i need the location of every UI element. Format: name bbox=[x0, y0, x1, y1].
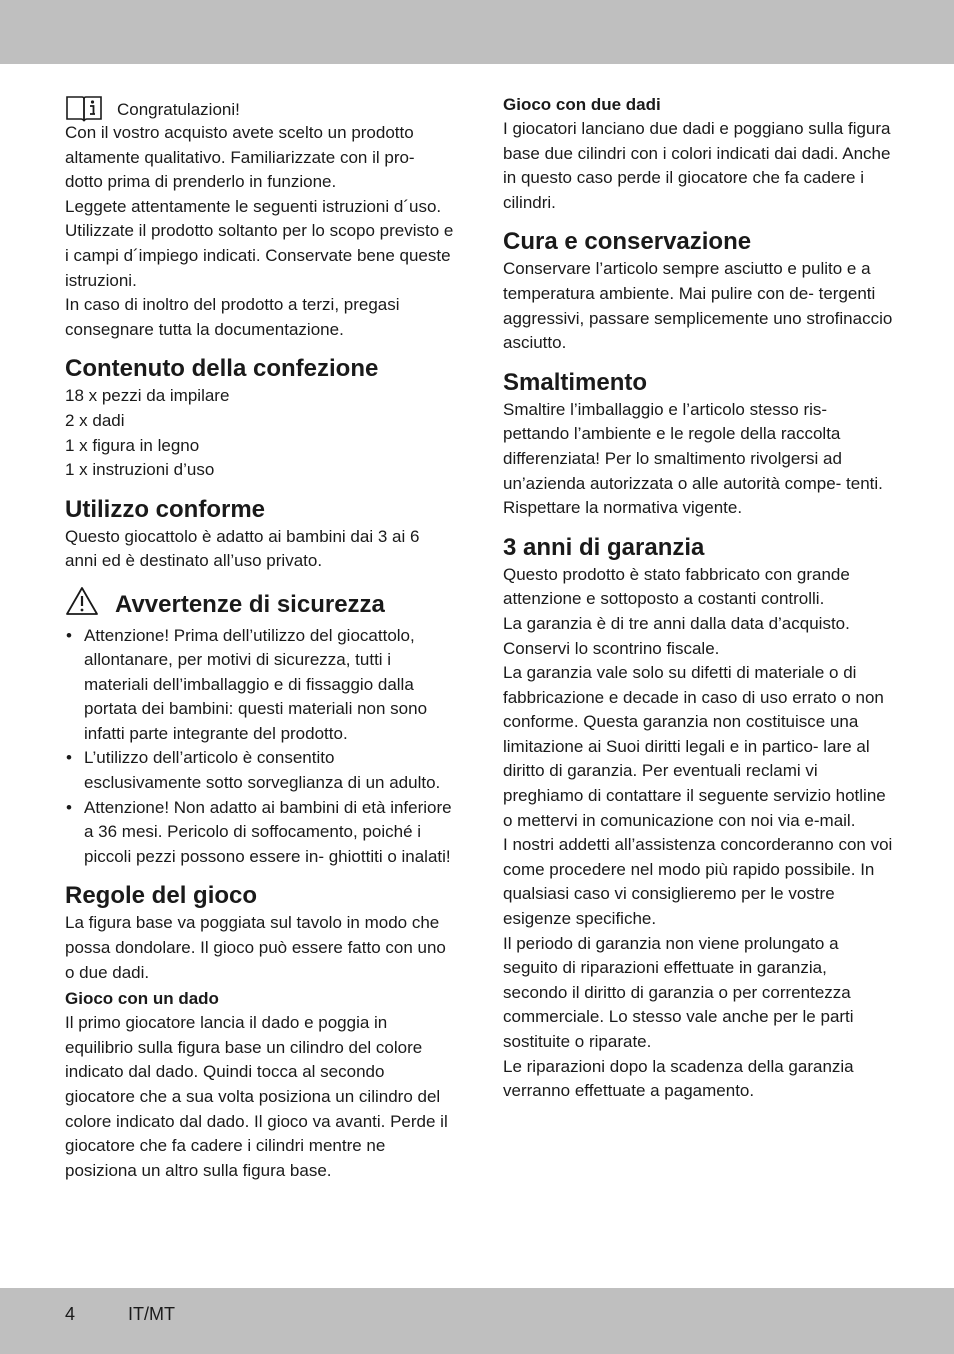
header-band bbox=[0, 0, 954, 64]
contents-section bbox=[65, 354, 455, 482]
warranty-paragraph: Questo prodotto è stato fabbricato con grande attenzione e sottoposto a costanti controlli. bbox=[503, 564, 850, 609]
warranty-paragraph: I nostri addetti all’assistenza concorderanno con voi come procedere nel modo più rapido possibile. In qualsiasi caso vi consiglieremo per le vostre esigenze specifiche. bbox=[503, 835, 893, 929]
two-dice-section bbox=[503, 93, 893, 215]
one-die-text: Il primo giocatore lancia il dado e poggia in equilibrio sulla figura base un cilindro del colore indicato dal dado. Quindi tocca al secondo giocatore che a sua volta posiziona un cilindro del colore indicato dal dado. Il gioco va avanti. Perde il giocatore che fa cadere i cilindri mentre ne posiziona un altro sulla figura base. bbox=[65, 1013, 448, 1180]
intro-paragraph-2: Leggete attentamente le seguenti istruzioni d´uso. Utilizzate il prodotto soltanto per lo scopo previsto e i campi d´impiego indicati. Conservate bene queste istruzioni. bbox=[65, 196, 454, 290]
warranty-heading: 3 anni di garanzia bbox=[503, 533, 705, 561]
rules-text: La figura base va poggiata sul tavolo in modo che possa dondolare. Il gioco può essere fatto con uno o due dadi. bbox=[65, 913, 446, 982]
safety-heading: Avvertenze di sicurezza bbox=[115, 590, 385, 618]
left-column bbox=[65, 93, 455, 1183]
contents-heading: Contenuto della confezione bbox=[65, 355, 379, 383]
contents-item: 18 x pezzi da impilare bbox=[65, 386, 230, 406]
contents-item: 2 x dadi bbox=[65, 410, 125, 430]
warranty-paragraph: Il periodo di garanzia non viene prolungato a seguito di riparazioni effettuate in garanzia, secondo il diritto di garanzia o per correntezza commerciale. Lo stesso vale anche per le parti sostituite o riparate. bbox=[503, 933, 854, 1051]
intro-paragraph-3: In caso di inoltro del prodotto a terzi, pregasi consegnare tutta la documentazione. bbox=[65, 295, 400, 339]
disposal-text: Smaltire l’imballaggio e l’articolo stesso ris- pettando l’ambiente e le regole della raccolta differenziata! Per lo smaltimento rivolgersi ad un’azienda autorizzata o alle autorità compe- tenti. Rispettare la normativa vigente. bbox=[503, 399, 883, 518]
two-dice-heading: Gioco con due dadi bbox=[503, 95, 661, 114]
two-dice-text: I giocatori lanciano due dadi e poggiano sulla figura base due cilindri con i colori indicati dai dadi. Anche in questo caso perde il giocatore che fa cadere i cilindri. bbox=[503, 119, 891, 212]
warranty-paragraph: La garanzia è di tre anni dalla data d’acquisto. Conservi lo scontrino fiscale. bbox=[503, 613, 850, 658]
intended-use-text: Questo giocattolo è adatto ai bambini dai 3 ai 6 anni ed è destinato all’uso privato. bbox=[65, 526, 420, 571]
disposal-heading: Smaltimento bbox=[503, 368, 648, 396]
intro-title: Congratulazioni! bbox=[117, 100, 240, 120]
safety-list bbox=[65, 624, 455, 870]
one-die-heading: Gioco con un dado bbox=[65, 989, 219, 1009]
intro-paragraph-1: Con il vostro acquisto avete scelto un prodotto altamente qualitativo. Familiarizzate con il pro- dotto prima di prenderlo in funzione. bbox=[65, 123, 415, 192]
safety-item: • L’utilizzo dell’articolo è consentito esclusivamente sotto sorveglianza di un adulto. bbox=[65, 746, 455, 795]
safety-header bbox=[65, 586, 455, 624]
locale-code: IT/MT bbox=[128, 1304, 175, 1324]
rules-heading: Regole del gioco bbox=[65, 882, 258, 910]
contents-item: 1 x figura in legno bbox=[65, 435, 200, 455]
safety-section bbox=[65, 586, 455, 870]
contents-item: 1 x instruzioni d’uso bbox=[65, 460, 215, 480]
rules-section bbox=[65, 881, 455, 1183]
manual-info-icon bbox=[65, 93, 103, 123]
warning-triangle-icon bbox=[65, 586, 99, 624]
intended-use-heading: Utilizzo conforme bbox=[65, 495, 266, 523]
intended-use-section bbox=[65, 495, 455, 574]
intro-header bbox=[65, 93, 455, 123]
disposal-section bbox=[503, 368, 893, 521]
warranty-paragraph: Le riparazioni dopo la scadenza della garanzia verranno effettuate a pagamento. bbox=[503, 1056, 854, 1101]
warranty-paragraph: La garanzia vale solo su difetti di materiale o di fabbricazione e decade in caso di uso errato o non conforme. Questa garanzia non costituisce una limitazione ai Suoi diritti legali e in partico- lare al diritto di garanzia. Per eventuali reclami vi preghiamo di contattare il seguente servizio hotline o mettervi in comunicazione con noi via e-mail. bbox=[503, 663, 886, 830]
page-number: 4 bbox=[65, 1304, 76, 1324]
safety-item: • Attenzione! Prima dell’utilizzo del giocattolo, allontanare, per motivi di sicurezza, tutti i materiali dell’imballaggio e di fissaggio dalla portata dei bambini: questi materiali non sono infatti parte integrante del prodotto. bbox=[65, 624, 455, 747]
care-heading: Cura e conservazione bbox=[503, 228, 752, 256]
intro-section bbox=[65, 93, 455, 342]
safety-item: • Attenzione! Non adatto ai bambini di età inferiore a 36 mesi. Pericolo di soffocamento, poiché i piccoli pezzi possono essere in- ghiottiti o inalati! bbox=[65, 796, 455, 870]
warranty-section bbox=[503, 533, 893, 1104]
right-column bbox=[503, 93, 893, 1104]
care-text: Conservare l’articolo sempre asciutto e pulito e a temperatura ambiente. Mai pulire con de- tergenti aggressivi, passare semplicemente uno strofinaccio asciutto. bbox=[503, 259, 893, 353]
care-section bbox=[503, 227, 893, 355]
